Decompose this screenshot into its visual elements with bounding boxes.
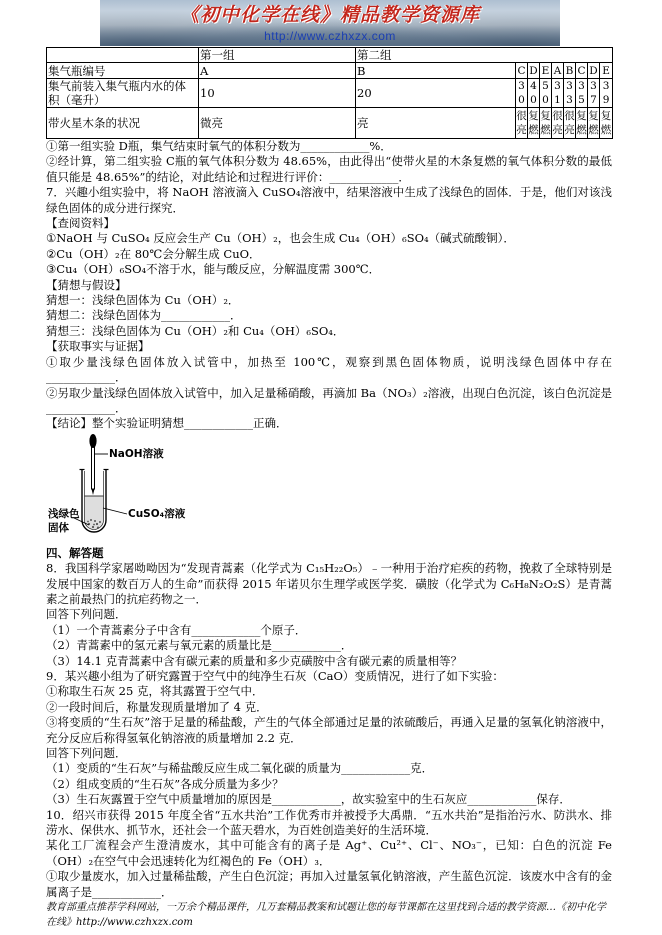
section-answer-questions — [46, 546, 612, 900]
q10-stem: 10．绍兴市获得 2015 年度全省“五水共治”工作优秀市并被授予大禹鼎．“五水共治”是指治污水、防洪水、排涝水、保供水、抓节水，还社会一个蓝天碧水，为百姓创造美好的生活环境． — [46, 807, 612, 838]
dropper-bulb — [89, 434, 96, 448]
q7-material: ③Cu₄（OH）₆SO₄不溶于水，能与酸反应，分解温度需 300℃． — [46, 262, 381, 277]
q7-stem: 7．兴趣小组实验中，将 NaOH 溶液滴入 CuSO₄溶液中，结果溶液中生成了浅绿色的固体．于是，他们对该浅绿色固体的成分进行探究． — [46, 185, 612, 215]
q9-part: （2）组成变质的“生石灰”各成分质量为多少？ — [46, 776, 284, 791]
group-two-header: 第二组 — [356, 48, 613, 63]
table-row — [47, 63, 613, 79]
table-corner-cell — [47, 48, 199, 63]
q7-materials-heading: 【查阅资料】 — [46, 216, 115, 231]
table-cell: A — [199, 63, 356, 79]
table-cell: A — [552, 63, 564, 79]
q9-prompt: 回答下列问题． — [46, 746, 127, 760]
dropper-tip — [92, 489, 95, 495]
table-cell: 复燃 — [600, 108, 613, 139]
table-cell: B — [356, 63, 516, 79]
table-cell: 30 — [516, 79, 528, 108]
q7-hypothesis: 猜想三：浅绿色固体为 Cu（OH）₂和 Cu₄（OH）₆SO₄． — [46, 323, 345, 338]
q7-hypothesis: 猜想二：浅绿色固体为____________． — [46, 308, 242, 323]
q6-item: ②经计算，第二组实验 C瓶的氧气体积分数为 48.65%，由此得出“使带火星的木条复燃的氧气体积分数的最低值只能是 48.65%”的结论，对此结论和过程进行评价：____________． — [46, 154, 612, 184]
site-banner — [100, 0, 560, 46]
section-heading: 四、解答题 — [46, 545, 104, 560]
q7-evidence: ②另取少量浅绿色固体放入试管中，加入足量稀硝酸，再滴加 Ba（NO₃）₂溶液，出现白色沉淀，该白色沉淀是____________． — [46, 385, 612, 415]
q9-step: ②一段时间后，称量发现质量增加了 4 克． — [46, 699, 268, 714]
q7-evidence: ①取少量浅绿色固体放入试管中，加热至 100℃，观察到黑色固体物质，说明浅绿色固体中存在____________． — [46, 354, 612, 385]
table-cell: 复燃 — [576, 108, 588, 139]
document-body — [46, 47, 612, 900]
table-cell: 31 — [552, 79, 564, 108]
table-cell: 35 — [576, 79, 588, 108]
table-cell: D — [589, 64, 598, 77]
cuso4-solution-label: CuSO₄溶液 — [128, 507, 186, 520]
q9-step: ①称取生石灰 25 克，将其露置于空气中． — [46, 684, 264, 699]
page-footer: 教育部重点推荐学科网站，一万余个精品课件，几万套精品教案和试题让您的每节课都在这里找到合适的教学资源…《初中化学在线》http://www.czhxzx.com — [46, 902, 606, 928]
table-cell: 10 — [199, 79, 356, 108]
table-cell: D — [529, 64, 538, 77]
green-solid-label: 浅绿色固体 — [48, 507, 80, 534]
q8-stem: 8．我国科学家屠呦呦因为“发现青蒿素（化学式为 C₁₅H₂₂O₅）﹣一种用于治疗疟疾的药物，挽救了全球特别是发展中国家的数百万人的生命”而获得 2015 年诺贝尔生理学或医学奖．磺胺（化学式为 C₆H₈N₂O₂S）是青蒿素之前最热门的抗疟药物之一． — [46, 561, 612, 606]
site-title: 《初中化学在线》精品教学资源库 — [179, 4, 480, 26]
table-cell: 20 — [356, 79, 516, 108]
q9-part: （1）变质的“生石灰”与稀盐酸反应生成二氧化碳的质量为____________克． — [46, 761, 434, 776]
row-label: 集气瓶编号 — [47, 63, 199, 79]
table-header-row — [47, 48, 613, 63]
table-cell: 40 — [528, 79, 540, 108]
table-cell: E — [540, 63, 552, 79]
table-cell: 复燃 — [540, 108, 552, 139]
table-cell: 50 — [540, 79, 552, 108]
table-cell: B — [564, 63, 576, 79]
q8-part: （1）一个青蒿素分子中含有____________个原子． — [46, 622, 307, 637]
q7-evidence-heading: 【获取事实与证据】 — [46, 339, 150, 354]
table-row — [47, 108, 613, 139]
group-one-header: 第一组 — [199, 48, 356, 63]
table-cell: C — [577, 64, 586, 77]
q7-hypothesis: 猜想一：浅绿色固体为 Cu（OH）₂． — [46, 293, 240, 308]
table-cell: 复燃 — [528, 108, 540, 139]
table-cell: 亮 — [356, 108, 516, 139]
table-cell: 复燃 — [588, 108, 600, 139]
row-label: 带火星木条的状况 — [47, 108, 199, 139]
table-cell: 很亮 — [516, 108, 528, 139]
table-cell: C — [517, 64, 526, 77]
table-row — [47, 79, 613, 108]
table-cell: 33 — [564, 79, 576, 108]
table-cell: 很亮 — [564, 108, 576, 139]
apparatus-figure — [46, 432, 186, 540]
gas-collection-table — [46, 47, 613, 139]
table-cell: 39 — [600, 79, 613, 108]
naoh-solution-label: NaOH溶液 — [109, 447, 164, 460]
q10-info: 某化工厂流程会产生澄清废水，其中可能含有的离子是 Ag⁺、Cu²⁺、Cl⁻、NO₃⁻，已知：白色的沉淀 Fe（OH）₂在空气中会迅速转化为红褐色的 Fe（OH）₃． — [46, 838, 612, 868]
table-cell: 微亮 — [199, 108, 356, 139]
question-block-6-7 — [46, 139, 612, 432]
q8-prompt: 回答下列问题． — [46, 607, 127, 622]
row-label: 集气前装入集气瓶内水的体积（毫升） — [47, 79, 199, 108]
q6-item: ①第一组实验 D瓶，集气结束时氧气的体积分数为____________%． — [46, 139, 392, 153]
q7-conclusion: 【结论】整个实验证明猜想____________正确． — [46, 416, 288, 431]
q8-part: （2）青蒿素中的氢元素与氧元素的质量比是____________． — [46, 638, 353, 653]
q10-part: ①取少量废水，加入过量稀盐酸，产生白色沉淀；再加入过量氢氧化钠溶液，产生蓝色沉淀．该废水中含有的金属离子是____________． — [46, 869, 612, 899]
q9-step: ③将变质的“生石灰”溶于足量的稀盐酸，产生的气体全部通过足量的浓硫酸后，再通入足量的氢氧化钠溶液中，充分反应后称得氢氧化钠溶液的质量增加 2.2 克． — [46, 715, 612, 745]
table-cell: E — [600, 63, 613, 79]
dropper-tube — [92, 447, 95, 489]
q7-material: ①NaOH 与 CuSO₄ 反应会生产 Cu（OH）₂，也会生成 Cu₄（OH）₆SO₄（碱式硫酸铜）． — [46, 231, 515, 246]
table-cell: 很亮 — [552, 108, 564, 139]
q9-stem: 9．某兴趣小组为了研究露置于空气中的纯净生石灰（CaO）变质情况，进行了如下实验： — [46, 668, 504, 683]
q7-material: ②Cu（OH）₂在 80℃会分解生成 CuO． — [46, 246, 261, 261]
q9-part: （3）生石灰露置于空气中质量增加的原因是____________，故实验室中的生石灰应____________保存． — [46, 792, 571, 807]
q7-hypothesis-heading: 【猜想与假设】 — [46, 277, 127, 292]
q8-part: （3）14.1 克青蒿素中含有碳元素的质量和多少克磺胺中含有碳元素的质量相等？ — [46, 653, 463, 668]
table-cell: 37 — [588, 79, 600, 108]
site-url: http://www.czhxzx.com — [264, 29, 396, 43]
